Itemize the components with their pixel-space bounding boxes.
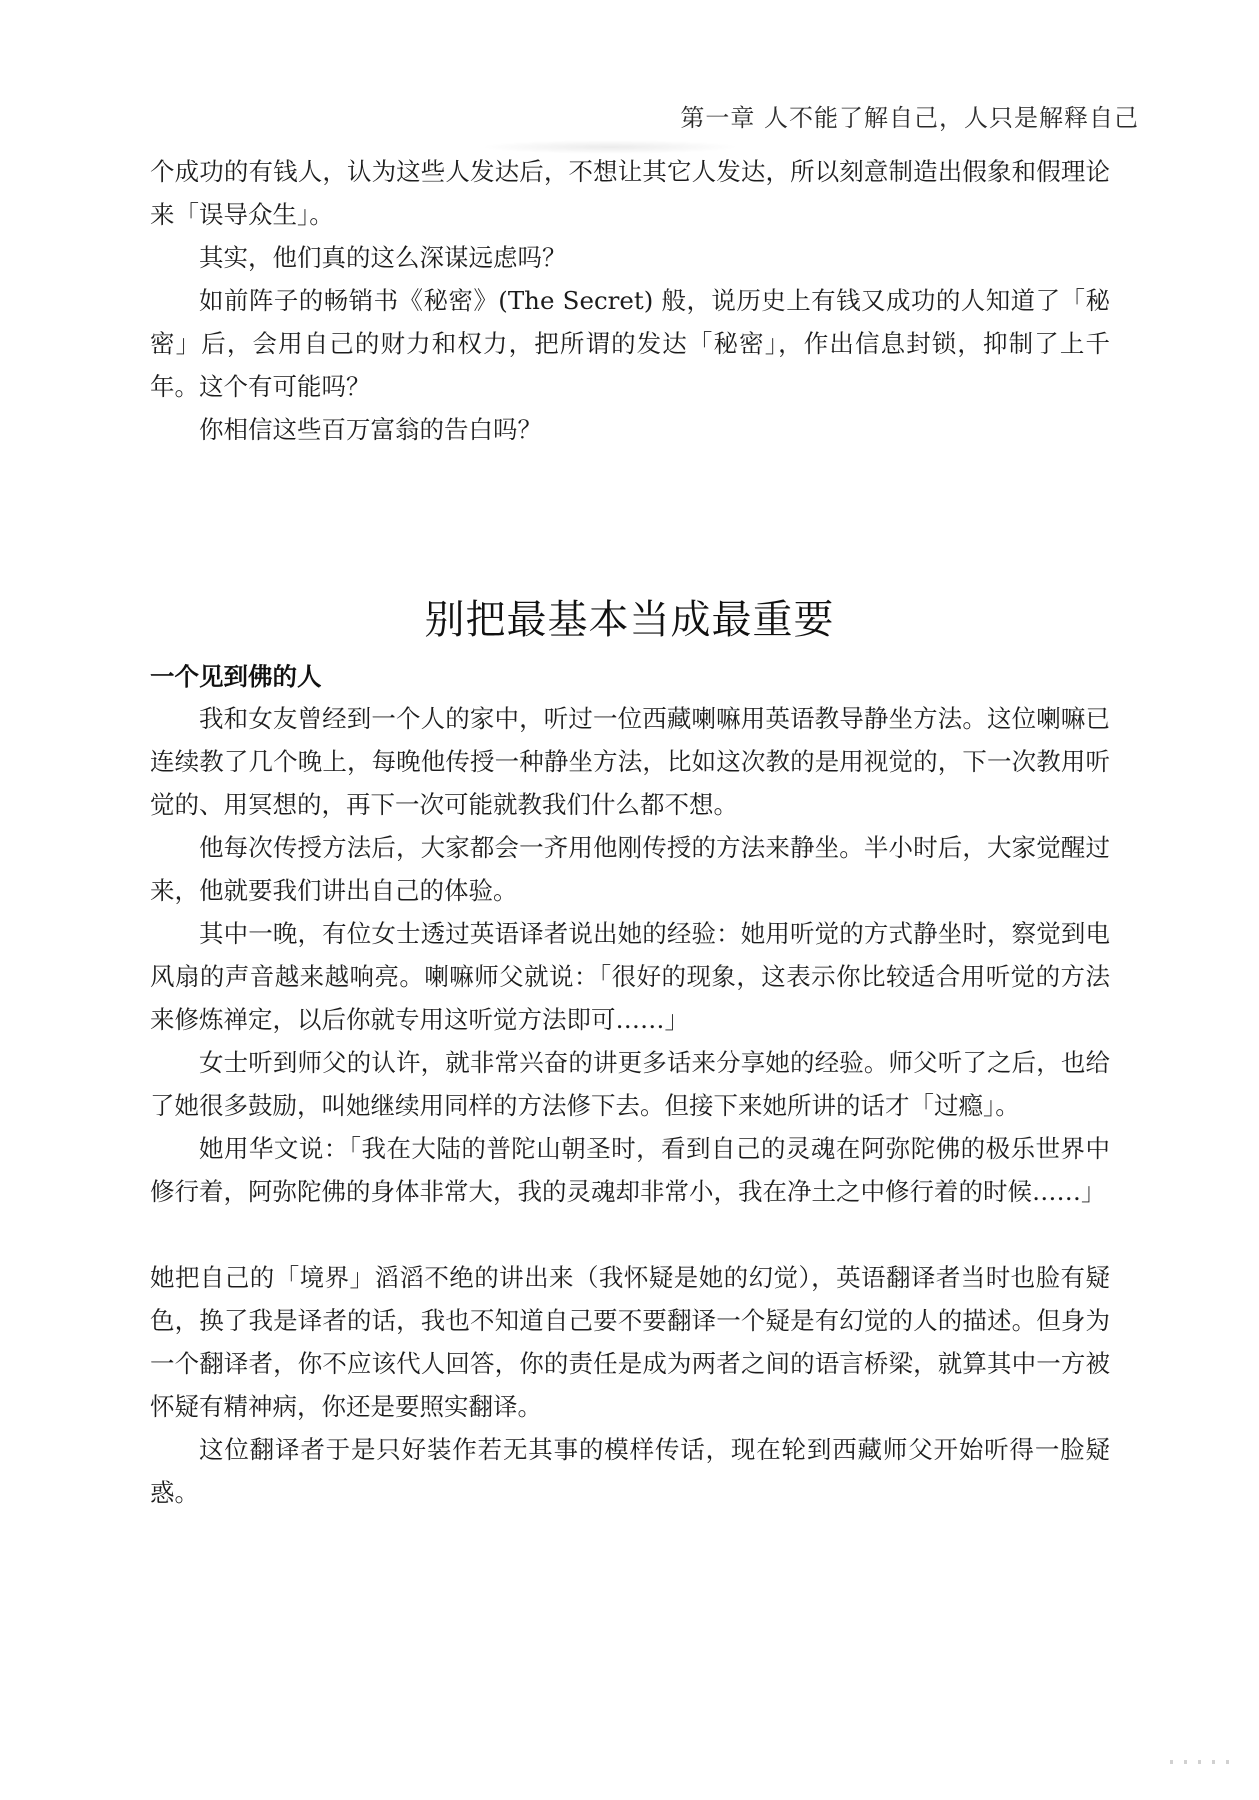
- paragraph-4: 你相信这些百万富翁的告白吗？: [199, 415, 542, 444]
- paragraph-3: 如前阵子的畅销书《秘密》(The Secret) 般，说历史上有钱又成功的人知道了「秘密」后，会用自己的财力和权力，把所谓的发达「秘密」，作出信息封锁，抑制了上千年。这个有可能吗？: [150, 286, 1110, 401]
- paragraph-7: 其中一晚，有位女士透过英语译者说出她的经验：她用听觉的方式静坐时，察觉到电风扇的声音越来越响亮。喇嘛师父就说：「很好的现象，这表示你比较适合用听觉的方法来修炼禅定，以后你就专用这听觉方法即可……」: [150, 919, 1110, 1034]
- paragraph-5: 我和女友曾经到一个人的家中，听过一位西藏喇嘛用英语教导静坐方法。这位喇嘛已连续教了几个晚上，每晚他传授一种静坐方法，比如这次教的是用视觉的，下一次教用听觉的、用冥想的，再下一次可能就教我们什么都不想。: [150, 704, 1110, 819]
- paragraph-8: 女士听到师父的认许，就非常兴奋的讲更多话来分享她的经验。师父听了之后，也给了她很多鼓励，叫她继续用同样的方法修下去。但接下来她所讲的话才「过瘾」。: [150, 1048, 1110, 1120]
- scan-artifact: [1170, 1760, 1230, 1764]
- paragraph-10: 她把自己的「境界」滔滔不绝的讲出来（我怀疑是她的幻觉），英语翻译者当时也脸有疑色，换了我是译者的话，我也不知道自己要不要翻译一个疑是有幻觉的人的描述。但身为一个翻译者，你不应该代人回答，你的责任是成为两者之间的语言桥梁，就算其中一方被怀疑有精神病，你还是要照实翻译。: [150, 1263, 1110, 1421]
- paragraph-11: 这位翻译者于是只好装作若无其事的模样传话，现在轮到西藏师父开始听得一脸疑惑。: [150, 1435, 1110, 1507]
- paragraph-6: 他每次传授方法后，大家都会一齐用他刚传授的方法来静坐。半小时后，大家觉醒过来，他就要我们讲出自己的体验。: [150, 833, 1110, 905]
- section-title: 别把最基本当成最重要: [424, 597, 835, 643]
- paragraph-9: 她用华文说：「我在大陆的普陀山朝圣时，看到自己的灵魂在阿弥陀佛的极乐世界中修行着，阿弥陀佛的身体非常大，我的灵魂却非常小，我在净土之中修行着的时候……」: [150, 1134, 1110, 1206]
- paragraph-1: 个成功的有钱人，认为这些人发达后，不想让其它人发达，所以刻意制造出假象和假理论来「误导众生」。: [150, 157, 1110, 229]
- running-header: 第一章 人不能了解自己，人只是解释自己: [680, 104, 1139, 132]
- paragraph-2: 其实，他们真的这么深谋远虑吗？: [199, 243, 567, 272]
- subheading: 一个见到佛的人: [150, 662, 322, 691]
